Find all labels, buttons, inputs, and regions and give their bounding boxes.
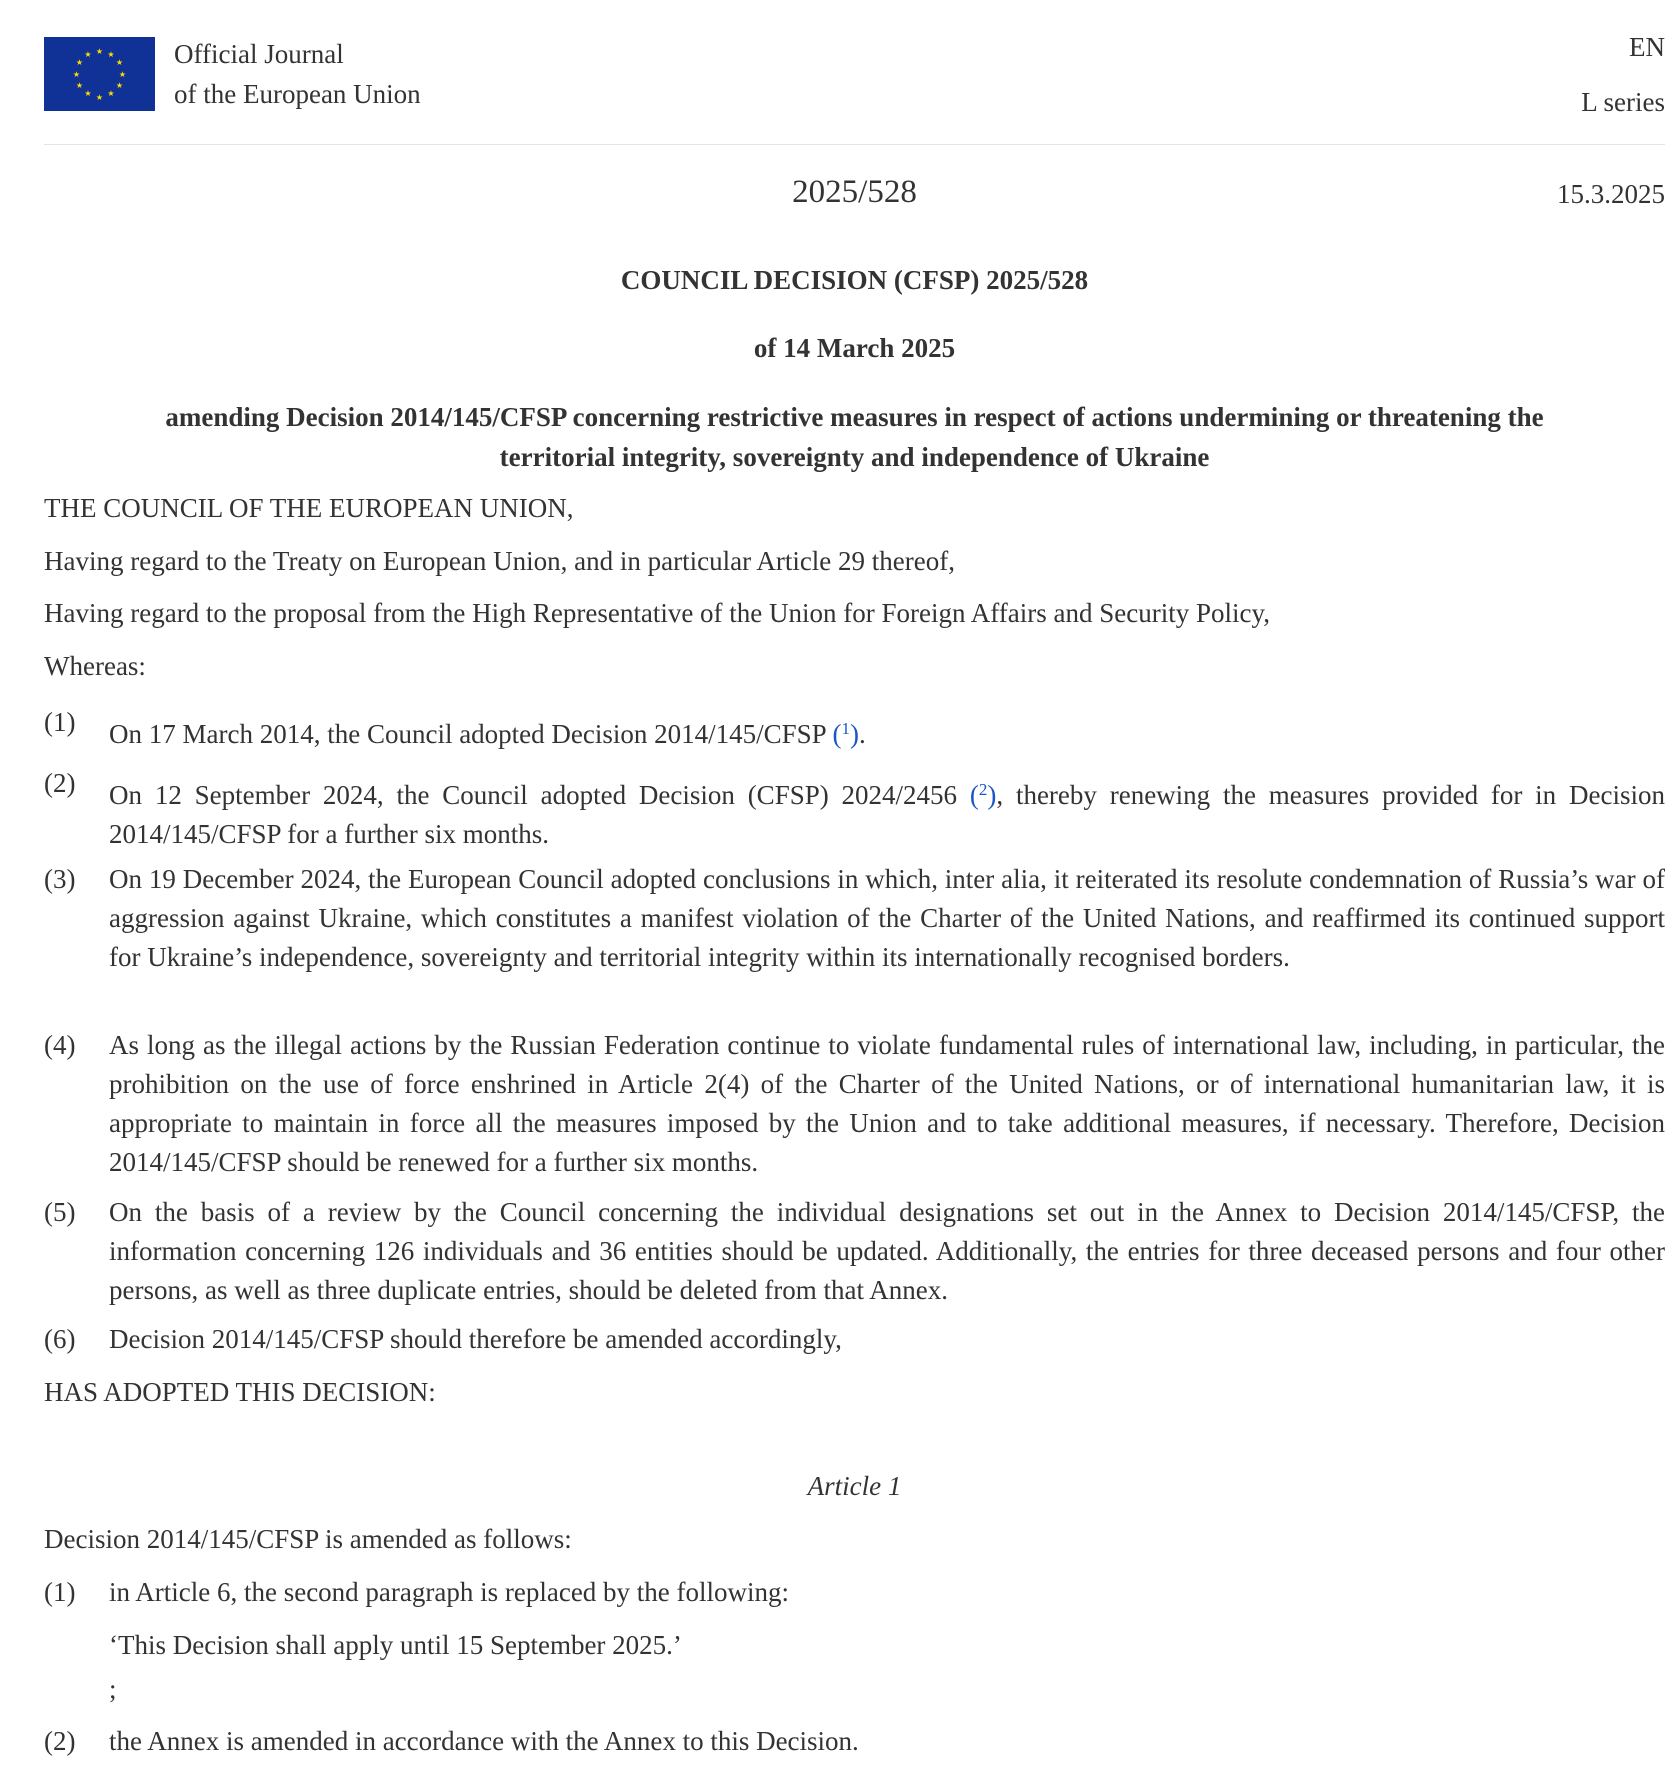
preamble-proposal: Having regard to the proposal from the High Representative of the Union for Foreign Affairs and Security Policy, [44,598,1270,628]
article-heading: Article 1 [807,1471,902,1501]
svg-text:★: ★ [84,89,92,98]
recital-number: (2) [44,768,76,798]
recital-number: (1) [44,707,76,737]
point-number: (1) [44,1577,76,1607]
recital-number: (5) [44,1197,76,1227]
article-point-1: in Article 6, the second paragraph is replaced by the following: [109,1577,790,1607]
journal-name [174,34,421,114]
recital-2 [109,770,1665,854]
journal-line-2: of the European Union [174,79,421,109]
footnote-marker: 2 [978,780,988,799]
recital-1 [109,709,1665,754]
decision-subject-line-2: territorial integrity, sovereignty and independence of Ukraine [499,442,1210,472]
recital-6: Decision 2014/145/CFSP should therefore be amended accordingly, [109,1324,842,1354]
article-intro: Decision 2014/145/CFSP is amended as follows: [44,1524,572,1554]
footnote-link-2[interactable]: ($^2$) [969,780,997,810]
eu-flag-icon [44,37,155,111]
decision-title: COUNCIL DECISION (CFSP) 2025/528 [620,265,1089,295]
recital-number: (6) [44,1324,76,1354]
recital-3: On 19 December 2024, the European Council adopted conclusions in which, inter alia, it reiterated its resolute condemnation of Russia’s war of aggression against Ukraine, which constitutes a manifest violation of the Charter of the United Nations, and reaffirmed its continued support for Ukraine’s independence, sovereignty and territorial integrity within its internationally recognised borders. [109,864,1665,972]
decision-date: of 14 March 2025 [753,333,956,363]
journal-header [44,0,1665,145]
recital-number: (4) [44,1030,76,1060]
footnote-marker: 1 [841,719,850,738]
recital-text: On 12 September 2024, the Council adopted Decision (CFSP) 2024/2456 [109,780,970,810]
adopted-statement: HAS ADOPTED THIS DECISION: [44,1377,436,1407]
article-point-2: the Annex is amended in accordance with the Annex to this Decision. [109,1726,859,1756]
svg-text:★: ★ [75,81,84,90]
document-page [44,0,1665,1756]
journal-line-1: Official Journal [174,39,344,69]
preamble-whereas: Whereas: [44,651,146,681]
recital-5: On the basis of a review by the Council concerning the individual designations set out in the Annex to Decision 2014/145/CFSP, the information concerning 126 individuals and 36 entities should be updated. Additionally, the entries for three deceased persons and four other persons, as well as three duplicate entries, should be deleted from that Annex. [109,1197,1665,1305]
svg-text:★: ★ [118,70,127,79]
document-number: 2025/528 [792,174,917,210]
publication-date: 15.3.2025 [1557,179,1665,209]
recital-text: On 17 March 2014, the Council adopted Decision 2014/145/CFSP [109,719,833,749]
recital-4: As long as the illegal actions by the Russian Federation continue to violate fundamental rules of international law, including, in particular, the prohibition on the use of force enshrined in Article 2(4) of the Charter of the United Nations, or of international humanitarian law, it is appropriate to maintain in force all the measures imposed by the Union and to take additional measures, if necessary. Therefore, Decision 2014/145/CFSP should be renewed for a further six months. [109,1030,1665,1177]
point-number: (2) [44,1726,76,1756]
svg-text:★: ★ [115,81,124,90]
recital-number: (3) [44,864,76,894]
series-label: L series [1581,87,1665,117]
svg-text:★: ★ [107,50,115,59]
quoted-text: ‘This Decision shall apply until 15 September 2025.’ [109,1630,682,1660]
svg-text:★: ★ [72,70,81,79]
svg-text:★: ★ [84,50,92,59]
recital-text-end: . [858,719,866,749]
footnote-link-1[interactable]: ($^1$) [832,719,859,749]
svg-text:★: ★ [115,58,124,67]
preamble-council: THE COUNCIL OF THE EUROPEAN UNION, [44,493,574,523]
recital-text-end: , thereby renewing the measures provided for in Decision 2014/145/CFSP for a further six months. [109,780,1665,849]
svg-text:★: ★ [95,47,104,56]
decision-subject-line-1: amending Decision 2014/145/CFSP concerning restrictive measures in respect of actions undermining or threatening the [165,402,1544,432]
preamble-treaty: Having regard to the Treaty on European Union, and in particular Article 29 thereof, [44,546,955,576]
decision-subject [44,397,1665,477]
svg-text:★: ★ [107,89,115,98]
language-code: EN [1629,32,1665,62]
svg-text:★: ★ [95,93,104,102]
semicolon: ; [109,1674,117,1704]
svg-text:★: ★ [75,58,84,67]
